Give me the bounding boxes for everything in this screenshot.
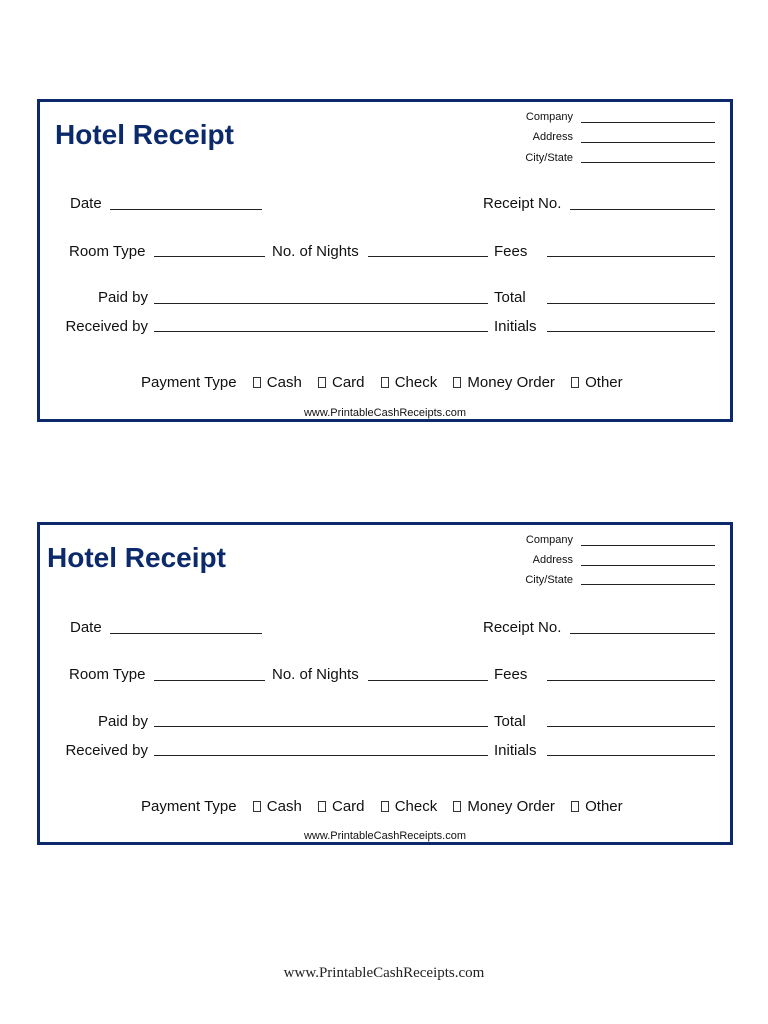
date-field[interactable] <box>110 209 262 210</box>
paid-by-label: Paid by <box>97 289 148 306</box>
payment-type-label: Payment Type <box>141 374 237 391</box>
address-field[interactable] <box>581 142 715 143</box>
receipt-form-1 <box>37 99 733 422</box>
address-label: Address <box>532 131 573 143</box>
checkbox-icon[interactable] <box>318 801 326 812</box>
payment-option-money-order[interactable]: Money Order <box>453 374 555 391</box>
footer-website: www.PrintableCashReceipts.com <box>283 965 485 981</box>
checkbox-icon[interactable] <box>571 377 579 388</box>
company-field[interactable] <box>581 545 715 546</box>
checkbox-icon[interactable] <box>453 377 461 388</box>
received-by-field[interactable] <box>154 755 488 756</box>
fees-label: Fees <box>494 243 528 260</box>
receipt-website: www.PrintableCashReceipts.com <box>303 407 466 419</box>
date-field[interactable] <box>110 633 262 634</box>
payment-option-other[interactable]: Other <box>571 374 623 391</box>
receipt-no-field[interactable] <box>570 633 715 634</box>
checkbox-icon[interactable] <box>381 801 389 812</box>
checkbox-icon[interactable] <box>253 801 261 812</box>
receipt-no-label: Receipt No. <box>483 619 562 636</box>
receipt-no-field[interactable] <box>570 209 715 210</box>
payment-type-label: Payment Type <box>141 798 237 815</box>
payment-type-row <box>141 374 623 391</box>
paid-by-field[interactable] <box>154 303 488 304</box>
payment-option-card[interactable]: Card <box>318 798 365 815</box>
room-type-field[interactable] <box>154 680 265 681</box>
payment-option-card[interactable]: Card <box>318 374 365 391</box>
date-label: Date <box>70 619 102 636</box>
receipt-website: www.PrintableCashReceipts.com <box>303 830 466 842</box>
total-label: Total <box>494 713 526 730</box>
company-label: Company <box>525 111 573 123</box>
initials-field[interactable] <box>547 331 715 332</box>
total-label: Total <box>494 289 526 306</box>
paid-by-label: Paid by <box>97 713 148 730</box>
total-field[interactable] <box>547 303 715 304</box>
initials-label: Initials <box>494 318 537 335</box>
fees-field[interactable] <box>547 680 715 681</box>
fees-field[interactable] <box>547 256 715 257</box>
address-field[interactable] <box>581 565 715 566</box>
city-state-field[interactable] <box>581 584 715 585</box>
payment-type-row <box>141 798 623 815</box>
nights-field[interactable] <box>368 680 488 681</box>
receipt-title: Hotel Receipt <box>55 119 234 150</box>
total-field[interactable] <box>547 726 715 727</box>
nights-field[interactable] <box>368 256 488 257</box>
receipt-form-2 <box>37 522 733 845</box>
checkbox-icon[interactable] <box>318 377 326 388</box>
received-by-label: Received by <box>65 742 148 759</box>
paid-by-field[interactable] <box>154 726 488 727</box>
address-label: Address <box>532 554 573 566</box>
payment-option-cash[interactable]: Cash <box>253 798 302 815</box>
city-state-label: City/State <box>525 574 573 586</box>
room-type-field[interactable] <box>154 256 265 257</box>
nights-label: No. of Nights <box>272 666 359 683</box>
initials-field[interactable] <box>547 755 715 756</box>
company-label: Company <box>525 534 573 546</box>
room-type-label: Room Type <box>69 666 146 683</box>
fees-label: Fees <box>494 666 528 683</box>
payment-option-check[interactable]: Check <box>381 374 438 391</box>
initials-label: Initials <box>494 742 537 759</box>
nights-label: No. of Nights <box>272 243 359 260</box>
payment-option-cash[interactable]: Cash <box>253 374 302 391</box>
payment-option-check[interactable]: Check <box>381 798 438 815</box>
city-state-field[interactable] <box>581 162 715 163</box>
payment-option-other[interactable]: Other <box>571 798 623 815</box>
checkbox-icon[interactable] <box>253 377 261 388</box>
received-by-field[interactable] <box>154 331 488 332</box>
checkbox-icon[interactable] <box>453 801 461 812</box>
checkbox-icon[interactable] <box>381 377 389 388</box>
company-field[interactable] <box>581 122 715 123</box>
date-label: Date <box>70 195 102 212</box>
checkbox-icon[interactable] <box>571 801 579 812</box>
city-state-label: City/State <box>525 152 573 164</box>
room-type-label: Room Type <box>69 243 146 260</box>
received-by-label: Received by <box>65 318 148 335</box>
receipt-no-label: Receipt No. <box>483 195 562 212</box>
receipt-title: Hotel Receipt <box>47 542 226 573</box>
payment-option-money-order[interactable]: Money Order <box>453 798 555 815</box>
